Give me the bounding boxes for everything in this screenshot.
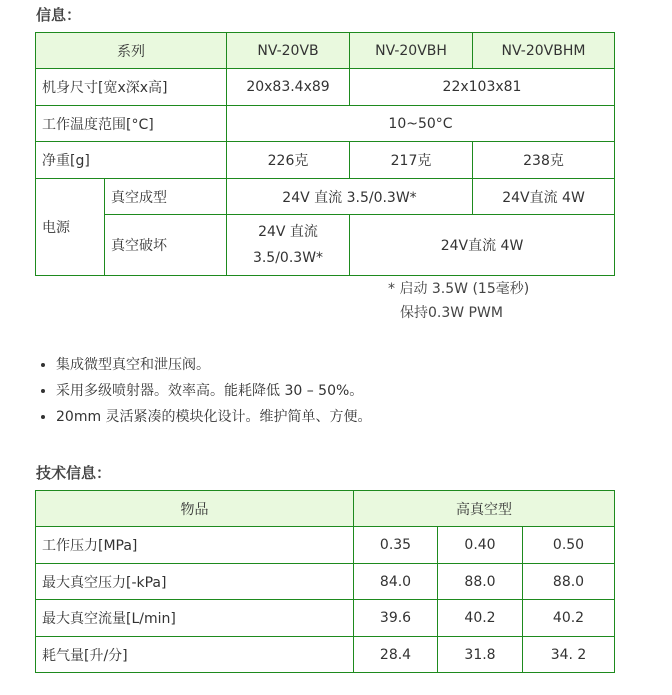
tech-row-label: 最大真空流量[L/min] xyxy=(36,600,354,637)
tech-value: 88.0 xyxy=(523,564,615,600)
feature-item: • 20mm 灵活紧凑的模块化设计。维护简单、方便。 xyxy=(56,404,372,430)
temperature-value: 10~50°C xyxy=(227,106,615,142)
weight-vbhm: 238克 xyxy=(473,142,615,179)
vacuum-break-vb-line1: 24V 直流 xyxy=(258,224,318,240)
header-high-vacuum: 高真空型 xyxy=(354,491,615,527)
power-label: 电源 xyxy=(36,179,105,276)
tech-row xyxy=(36,600,615,637)
vacuum-break-label: 真空破坏 xyxy=(105,215,227,276)
vacuum-break-row xyxy=(36,215,615,276)
dimension-vb: 20x83.4x89 xyxy=(227,69,350,106)
tech-value: 34. 2 xyxy=(523,637,615,673)
header-series: 系列 xyxy=(36,33,227,69)
vacuum-gen-row xyxy=(36,179,615,215)
vacuum-break-vb-line2: 3.5/0.3W* xyxy=(252,250,324,266)
tech-value: 0.50 xyxy=(523,527,615,564)
feature-list xyxy=(36,352,372,430)
footnote-line1: * 启动 3.5W (15毫秒) xyxy=(388,281,530,297)
tech-row xyxy=(36,564,615,600)
vacuum-break-vbh-vbhm: 24V直流 4W xyxy=(350,215,615,276)
feature-item: • 采用多级喷射器。效率高。能耗降低 30 – 50%。 xyxy=(56,378,372,404)
tech-header-row xyxy=(36,491,615,527)
info-header-row xyxy=(36,33,615,69)
weight-row xyxy=(36,142,615,179)
info-section-title: 信息： xyxy=(36,6,82,24)
weight-vb: 226克 xyxy=(227,142,350,179)
tech-value: 40.2 xyxy=(523,600,615,637)
dimension-vbh-vbhm: 22x103x81 xyxy=(350,69,615,106)
vacuum-break-vb xyxy=(227,215,350,276)
vacuum-gen-vb-vbh: 24V 直流 3.5/0.3W* xyxy=(227,179,473,215)
vacuum-gen-label: 真空成型 xyxy=(105,179,227,215)
tech-value: 39.6 xyxy=(354,600,438,637)
dimension-row xyxy=(36,69,615,106)
tech-row xyxy=(36,527,615,564)
tech-row-label: 工作压力[MPa] xyxy=(36,527,354,564)
tech-row xyxy=(36,637,615,673)
tech-value: 28.4 xyxy=(354,637,438,673)
tech-value: 84.0 xyxy=(354,564,438,600)
vacuum-gen-vbhm: 24V直流 4W xyxy=(473,179,615,215)
power-footnote xyxy=(388,277,529,325)
weight-label: 净重[g] xyxy=(36,142,227,179)
temperature-row xyxy=(36,106,615,142)
tech-row-label: 最大真空压力[-kPa] xyxy=(36,564,354,600)
weight-vbh: 217克 xyxy=(350,142,473,179)
tech-table xyxy=(35,490,615,673)
info-table xyxy=(35,32,615,276)
footnote-line2: 保持0.3W PWM xyxy=(400,305,503,321)
tech-value: 40.2 xyxy=(438,600,523,637)
tech-row-label: 耗气量[升/分] xyxy=(36,637,354,673)
tech-value: 88.0 xyxy=(438,564,523,600)
tech-value: 31.8 xyxy=(438,637,523,673)
tech-value: 0.35 xyxy=(354,527,438,564)
dimension-label: 机身尺寸[宽x深x高] xyxy=(36,69,227,106)
header-item: 物品 xyxy=(36,491,354,527)
header-nv-20vb: NV-20VB xyxy=(227,33,350,69)
header-nv-20vbhm: NV-20VBHM xyxy=(473,33,615,69)
temperature-label: 工作温度范围[°C] xyxy=(36,106,227,142)
feature-item: • 集成微型真空和泄压阀。 xyxy=(56,352,372,378)
tech-value: 0.40 xyxy=(438,527,523,564)
tech-section-title: 技术信息： xyxy=(36,464,112,482)
header-nv-20vbh: NV-20VBH xyxy=(350,33,473,69)
